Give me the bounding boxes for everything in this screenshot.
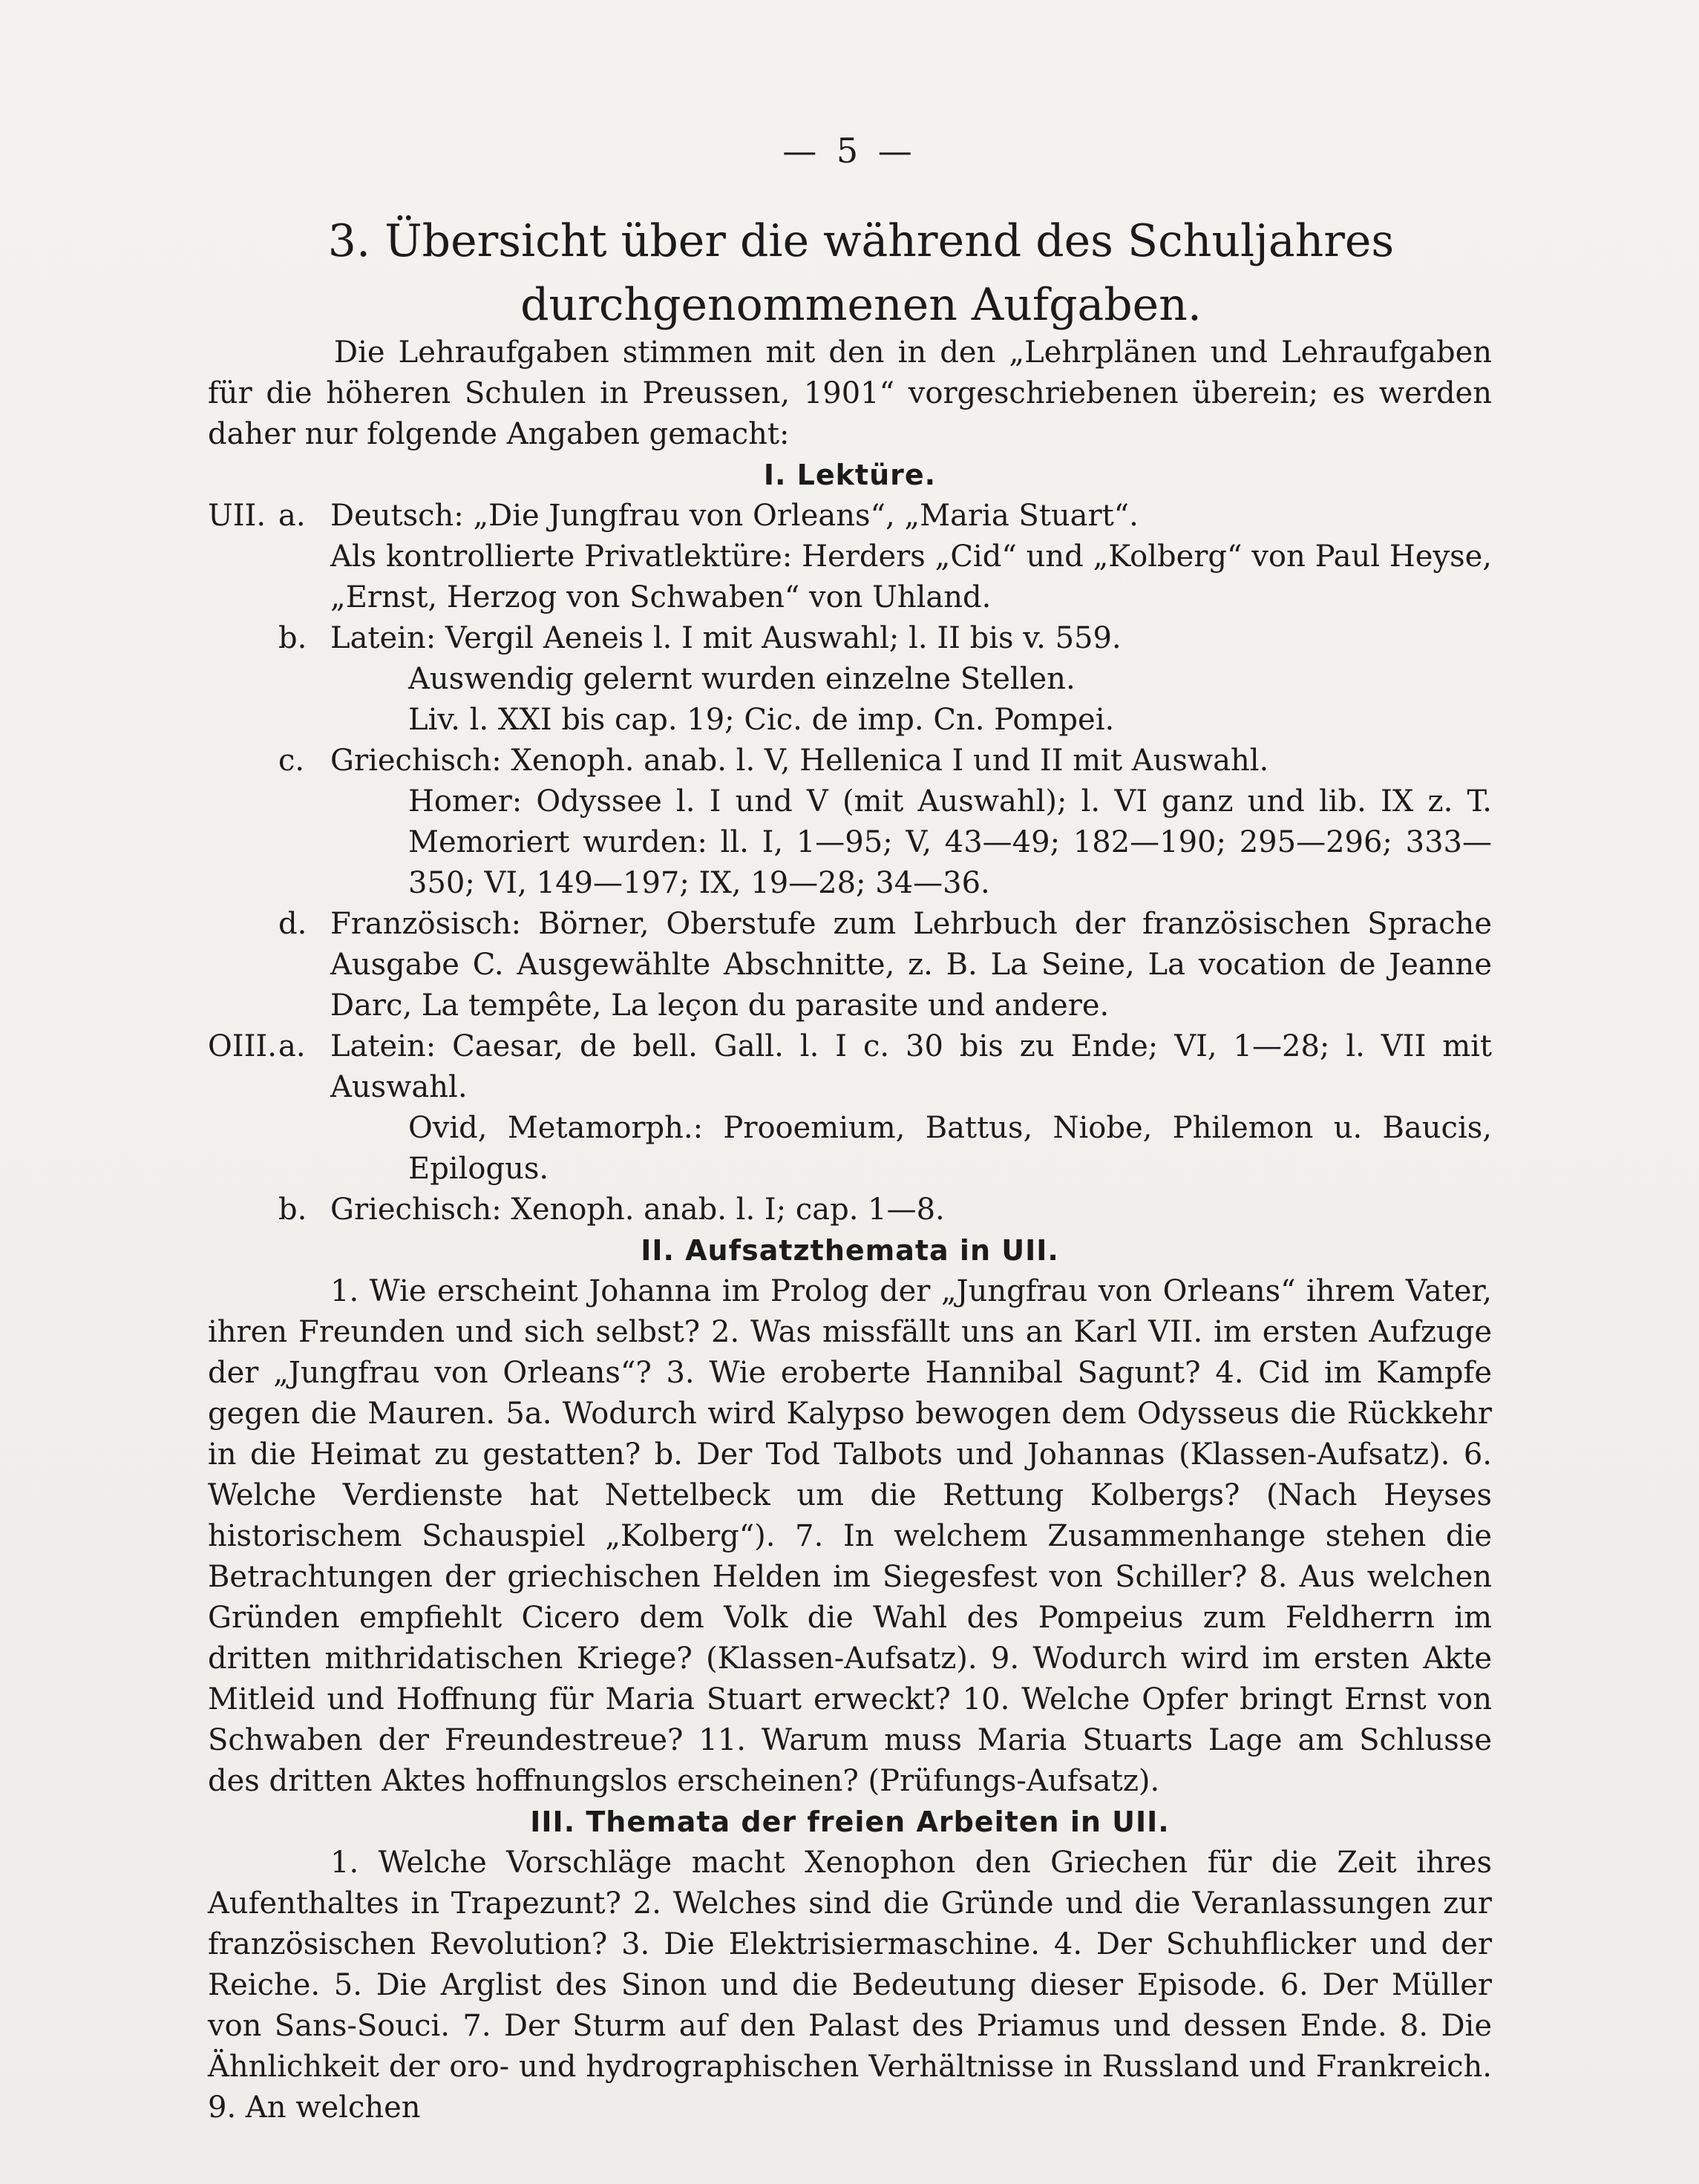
item-text-franzoesisch: Französisch: Börner, Oberstufe zum Lehrbuch der französischen Sprache Ausgabe C. Ausgewählte Abschnitte, z. B. La Seine, La vocation de Jeanne Darc, La tempête, La leçon du parasite und andere. xyxy=(330,907,1492,1023)
item-label-oiii-b: b. xyxy=(278,1193,307,1227)
section-heading-freie-arbeiten: III. Themata der freien Arbeiten in UII. xyxy=(530,1806,1170,1838)
item-label-a: a. xyxy=(278,499,306,533)
content xyxy=(208,332,1492,2128)
item-text-homer: Homer: Odyssee l. I und V (mit Auswahl); l. VI ganz und lib. IX z. T. Memoriert wurden: ll. I, 1—95; V, 43—49; 182—190; 295—296; 333—350; VI, 149—197; IX, 19—28; 34—36. xyxy=(408,784,1492,900)
section-heading-lektuere: I. Lektüre. xyxy=(763,459,937,491)
item-label-d: d. xyxy=(278,907,307,941)
aufsatzthemata-paragraph: 1. Wie erscheint Johanna im Prolog der „Jungfrau von Orleans“ ihrem Vater, ihren Freunden und sich selbst? 2. Was missfällt uns an Karl VII. im ersten Aufzuge der „Jungfrau von Orleans“? 3. Wie eroberte Hannibal Sagunt? 4. Cid im Kampfe gegen die Mauren. 5a. Wodurch wird Kalypso bewogen dem Odysseus die Rückkehr in die Heimat zu gestatten? b. Der Tod Talbots und Johannas (Klassen-Aufsatz). 6. Welche Verdienste hat Nettelbeck um die Rettung Kolbergs? (Nach Heyses historischem Schauspiel „Kolberg“). 7. In welchem Zusammenhange stehen die Betrachtungen der griechischen Helden im Siegesfest von Schiller? 8. Aus welchen Gründen empfiehlt Cicero dem Volk die Wahl des Pompeius zum Feldherrn im dritten mithridatischen Kriege? (Klassen-Aufsatz). 9. Wodurch wird im ersten Akte Mitleid und Hoffnung für Maria Stuart erweckt? 10. Welche Opfer bringt Ernst von Schwaben der Freundestreue? 11. Warum muss Maria Stuarts Lage am Schlusse des dritten Aktes hoffnungslos erscheinen? (Prüfungs-Aufsatz). xyxy=(208,1274,1492,1798)
page-number: — 5 — xyxy=(782,131,917,171)
title-line-2: durchgenommenen Aufgaben. xyxy=(520,279,1202,331)
item-text-ovid: Ovid, Metamorph.: Prooemium, Battus, Niobe, Philemon u. Baucis, Epilogus. xyxy=(408,1111,1492,1186)
intro-paragraph: Die Lehraufgaben stimmen mit den in den „Lehrplänen und Lehraufgaben für die höheren Schulen in Preussen, 1901“ vorgeschriebenen überein; es werden daher nur folgende Angaben gemacht: xyxy=(208,335,1492,451)
item-text-oiii-latein: Latein: Caesar, de bell. Gall. l. I c. 30 bis zu Ende; VI, 1—28; l. VII mit Auswahl. xyxy=(330,1029,1492,1104)
entry-uii-c xyxy=(208,741,1492,781)
item-text-latein-2: Auswendig gelernt wurden einzelne Stellen. xyxy=(408,662,1076,696)
entry-uii-b xyxy=(208,618,1492,659)
item-label-oiii-a: a. xyxy=(278,1029,306,1063)
freie-arbeiten-paragraph: 1. Welche Vorschläge macht Xenophon den Griechen für die Zeit ihres Aufenthaltes in Trapezunt? 2. Welches sind die Gründe und die Veranlassungen zur französischen Revolution? 3. Die Elektrisiermaschine. 4. Der Schuhflicker und der Reiche. 5. Die Arglist des Sinon und die Bedeutung dieser Episode. 6. Der Müller von Sans-Souci. 7. Der Sturm auf den Palast des Priamus und dessen Ende. 8. Die Ähnlichkeit der oro- und hydrographischen Verhältnisse in Russland und Frankreich. 9. An welchen xyxy=(208,1846,1492,2125)
item-text-oiii-griechisch: Griechisch: Xenoph. anab. l. I; cap. 1—8. xyxy=(330,1193,945,1227)
item-label-b: b. xyxy=(278,621,307,655)
item-text-deutsch: Deutsch: „Die Jungfrau von Orleans“, „Maria Stuart“. xyxy=(330,499,1139,533)
item-text-privatlektuere: Als kontrollierte Privatlektüre: Herders „Cid“ und „Kolberg“ von Paul Heyse, „Ernst, Herzog von Schwaben“ von Uhland. xyxy=(330,540,1492,614)
entry-uii-d xyxy=(208,904,1492,1026)
entry-oiii-a xyxy=(208,1026,1492,1108)
item-text-griechisch: Griechisch: Xenoph. anab. l. V, Hellenica I und II mit Auswahl. xyxy=(330,744,1269,778)
item-text-latein-3: Liv. l. XXI bis cap. 19; Cic. de imp. Cn. Pompei. xyxy=(408,703,1115,737)
item-text-latein: Latein: Vergil Aeneis l. I mit Auswahl; l. II bis v. 559. xyxy=(330,621,1122,655)
class-label-oiii: OIII. xyxy=(208,1029,277,1063)
title-line-1: 3. Übersicht über die während des Schuljahres xyxy=(327,215,1395,267)
class-label-uii: UII. xyxy=(208,499,266,533)
item-label-c: c. xyxy=(278,744,305,778)
section-heading-aufsatzthemata: II. Aufsatzthemata in UII. xyxy=(641,1234,1059,1267)
entry-oiii-b xyxy=(208,1190,1492,1230)
entry-uii-a xyxy=(208,496,1492,537)
page-title xyxy=(282,209,1440,337)
